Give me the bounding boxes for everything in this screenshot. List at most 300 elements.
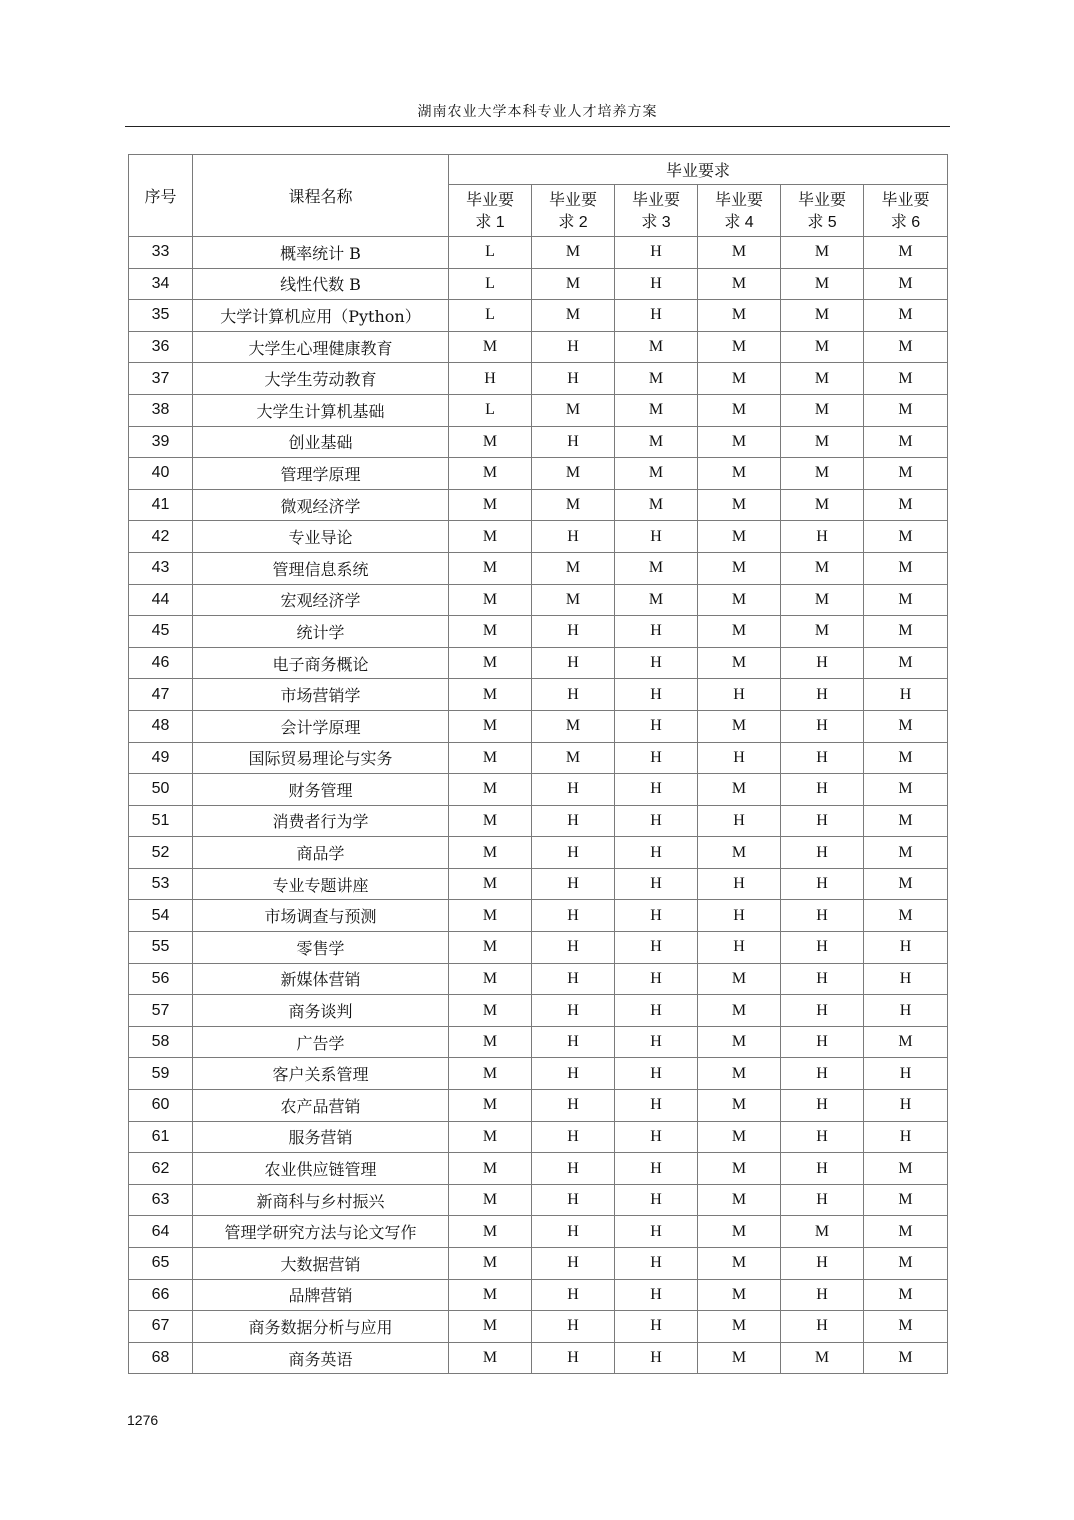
course-name: 线性代数 B	[193, 268, 449, 300]
table-row	[129, 1184, 948, 1216]
row-number: 46	[129, 647, 193, 679]
requirement-level-4: H	[698, 805, 781, 837]
requirement-level-3: H	[615, 1342, 698, 1374]
row-number: 39	[129, 426, 193, 458]
page-header	[125, 102, 950, 127]
requirement-level-3: M	[615, 426, 698, 458]
requirement-level-5: H	[781, 1058, 864, 1090]
requirement-level-3: H	[615, 300, 698, 332]
requirement-level-6: M	[864, 1216, 948, 1248]
course-name: 宏观经济学	[193, 584, 449, 616]
row-number: 41	[129, 489, 193, 521]
requirement-level-1: M	[449, 647, 532, 679]
requirement-level-4: M	[698, 1090, 781, 1122]
requirement-header-line2: 求 6	[890, 213, 921, 231]
requirement-level-4: M	[698, 300, 781, 332]
requirement-level-5: M	[781, 552, 864, 584]
requirement-level-3: H	[615, 647, 698, 679]
requirement-level-2: H	[532, 1311, 615, 1343]
row-number: 60	[129, 1090, 193, 1122]
requirement-level-2: H	[532, 1184, 615, 1216]
requirement-level-6: M	[864, 1026, 948, 1058]
requirement-level-2: M	[532, 268, 615, 300]
requirement-level-2: M	[532, 552, 615, 584]
requirement-level-2: H	[532, 805, 615, 837]
course-name: 农产品营销	[193, 1090, 449, 1122]
table-row	[129, 616, 948, 648]
table-row	[129, 932, 948, 964]
table-row	[129, 710, 948, 742]
requirement-header-line1: 毕业要	[631, 189, 680, 209]
row-number: 48	[129, 710, 193, 742]
requirement-level-6: M	[864, 774, 948, 806]
requirement-level-6: M	[864, 521, 948, 553]
requirement-level-5: H	[781, 837, 864, 869]
row-number: 59	[129, 1058, 193, 1090]
requirement-level-6: M	[864, 805, 948, 837]
table-row	[129, 1311, 948, 1343]
requirement-level-4: M	[698, 458, 781, 490]
requirement-level-4: M	[698, 1184, 781, 1216]
row-number: 57	[129, 995, 193, 1027]
requirement-level-5: H	[781, 1279, 864, 1311]
row-number: 62	[129, 1153, 193, 1185]
table-row	[129, 995, 948, 1027]
course-name: 消费者行为学	[193, 805, 449, 837]
course-name: 专业专题讲座	[193, 868, 449, 900]
requirement-level-1: M	[449, 521, 532, 553]
requirement-level-4: H	[698, 679, 781, 711]
column-header-requirement-5	[781, 185, 864, 237]
requirement-level-1: L	[449, 300, 532, 332]
table-row	[129, 963, 948, 995]
requirement-level-6: M	[864, 647, 948, 679]
requirement-level-5: H	[781, 900, 864, 932]
row-number: 35	[129, 300, 193, 332]
table-row	[129, 1026, 948, 1058]
course-name: 管理信息系统	[193, 552, 449, 584]
requirement-level-1: M	[449, 742, 532, 774]
requirement-header-line2: 求 3	[641, 213, 671, 231]
row-number: 56	[129, 963, 193, 995]
requirement-level-5: H	[781, 1026, 864, 1058]
requirement-level-2: H	[532, 1090, 615, 1122]
requirement-level-5: M	[781, 616, 864, 648]
requirement-level-5: M	[781, 237, 864, 269]
course-name: 新媒体营销	[193, 963, 449, 995]
requirement-level-6: M	[864, 394, 948, 426]
course-name: 国际贸易理论与实务	[193, 742, 449, 774]
requirement-level-1: M	[449, 995, 532, 1027]
table-row	[129, 774, 948, 806]
table-row	[129, 584, 948, 616]
requirement-level-4: H	[698, 900, 781, 932]
requirement-level-2: H	[532, 932, 615, 964]
table-row	[129, 1090, 948, 1122]
requirement-level-1: M	[449, 710, 532, 742]
requirement-level-3: M	[615, 394, 698, 426]
requirement-level-3: H	[615, 1153, 698, 1185]
course-name: 市场调查与预测	[193, 900, 449, 932]
requirement-header-line2: 求 5	[807, 213, 837, 231]
course-name: 大学计算机应用（Python）	[193, 300, 449, 332]
requirement-level-4: M	[698, 837, 781, 869]
course-name: 专业导论	[193, 521, 449, 553]
course-name: 农业供应链管理	[193, 1153, 449, 1185]
requirement-level-6: M	[864, 710, 948, 742]
column-header-requirement-2	[532, 185, 615, 237]
requirement-level-4: H	[698, 868, 781, 900]
requirement-level-6: H	[864, 995, 948, 1027]
requirement-level-1: M	[449, 1279, 532, 1311]
requirement-level-4: M	[698, 1121, 781, 1153]
requirement-level-1: L	[449, 237, 532, 269]
requirement-level-2: H	[532, 868, 615, 900]
requirement-level-4: M	[698, 1058, 781, 1090]
requirement-level-2: H	[532, 1153, 615, 1185]
requirement-level-4: M	[698, 552, 781, 584]
row-number: 64	[129, 1216, 193, 1248]
requirement-level-3: H	[615, 237, 698, 269]
requirement-level-3: H	[615, 805, 698, 837]
requirement-level-1: M	[449, 932, 532, 964]
requirement-level-3: H	[615, 1058, 698, 1090]
requirement-level-5: M	[781, 1342, 864, 1374]
requirement-level-4: M	[698, 268, 781, 300]
requirement-level-5: H	[781, 1121, 864, 1153]
course-name: 商务谈判	[193, 995, 449, 1027]
requirement-level-2: H	[532, 521, 615, 553]
requirement-level-2: H	[532, 363, 615, 395]
requirement-level-3: H	[615, 742, 698, 774]
requirement-level-1: M	[449, 1058, 532, 1090]
requirement-level-1: M	[449, 774, 532, 806]
table-row	[129, 394, 948, 426]
requirement-level-3: H	[615, 1026, 698, 1058]
requirement-level-4: H	[698, 742, 781, 774]
requirement-header-line2: 求 1	[475, 213, 505, 231]
requirement-level-5: M	[781, 458, 864, 490]
requirement-header-line1: 毕业要	[797, 189, 846, 209]
requirement-level-1: M	[449, 584, 532, 616]
course-name: 会计学原理	[193, 710, 449, 742]
requirement-level-3: H	[615, 521, 698, 553]
requirement-level-5: H	[781, 647, 864, 679]
requirement-level-1: L	[449, 394, 532, 426]
column-header-course: 课程名称	[193, 155, 449, 237]
requirement-level-2: M	[532, 584, 615, 616]
requirement-level-6: M	[864, 237, 948, 269]
course-name: 大学生计算机基础	[193, 394, 449, 426]
course-name: 微观经济学	[193, 489, 449, 521]
course-name: 大学生心理健康教育	[193, 331, 449, 363]
requirement-level-3: H	[615, 900, 698, 932]
course-name: 品牌营销	[193, 1279, 449, 1311]
requirement-level-2: H	[532, 900, 615, 932]
requirement-level-6: M	[864, 837, 948, 869]
course-name: 新商科与乡村振兴	[193, 1184, 449, 1216]
course-name: 管理学研究方法与论文写作	[193, 1216, 449, 1248]
row-number: 40	[129, 458, 193, 490]
row-number: 52	[129, 837, 193, 869]
requirement-level-1: M	[449, 616, 532, 648]
requirement-level-6: M	[864, 584, 948, 616]
row-number: 67	[129, 1311, 193, 1343]
requirement-level-1: M	[449, 1121, 532, 1153]
course-name: 电子商务概论	[193, 647, 449, 679]
row-number: 55	[129, 932, 193, 964]
row-number: 43	[129, 552, 193, 584]
table-row	[129, 1058, 948, 1090]
requirement-level-3: M	[615, 552, 698, 584]
requirement-level-4: M	[698, 1153, 781, 1185]
requirement-level-2: M	[532, 489, 615, 521]
requirement-level-3: H	[615, 268, 698, 300]
requirement-level-4: M	[698, 394, 781, 426]
table-row	[129, 426, 948, 458]
requirement-level-5: M	[781, 489, 864, 521]
row-number: 65	[129, 1248, 193, 1280]
course-requirement-matrix	[128, 154, 948, 1374]
requirement-level-5: H	[781, 805, 864, 837]
table-row	[129, 868, 948, 900]
requirement-level-2: H	[532, 679, 615, 711]
requirement-level-1: M	[449, 1026, 532, 1058]
requirement-level-4: M	[698, 521, 781, 553]
requirement-level-5: H	[781, 868, 864, 900]
requirement-level-4: H	[698, 932, 781, 964]
requirement-level-3: H	[615, 1121, 698, 1153]
requirement-level-6: M	[864, 1184, 948, 1216]
requirement-level-1: M	[449, 963, 532, 995]
requirement-header-line1: 毕业要	[548, 189, 597, 209]
requirement-header-line1: 毕业要	[465, 189, 514, 209]
requirement-level-3: H	[615, 868, 698, 900]
table-row	[129, 805, 948, 837]
requirement-level-6: M	[864, 331, 948, 363]
requirement-level-2: H	[532, 616, 615, 648]
course-name: 客户关系管理	[193, 1058, 449, 1090]
requirement-header-line2: 求 2	[558, 213, 588, 231]
course-name: 商品学	[193, 837, 449, 869]
requirement-level-6: H	[864, 963, 948, 995]
requirement-level-2: M	[532, 300, 615, 332]
requirement-level-1: M	[449, 900, 532, 932]
requirement-level-3: M	[615, 489, 698, 521]
requirement-level-5: H	[781, 710, 864, 742]
requirement-level-2: M	[532, 742, 615, 774]
column-header-requirement-6	[864, 185, 948, 237]
requirement-level-6: M	[864, 616, 948, 648]
row-number: 44	[129, 584, 193, 616]
requirement-level-5: H	[781, 1311, 864, 1343]
requirement-level-5: M	[781, 363, 864, 395]
requirement-level-2: H	[532, 774, 615, 806]
requirement-level-4: M	[698, 995, 781, 1027]
table-row	[129, 521, 948, 553]
requirement-level-5: H	[781, 1090, 864, 1122]
requirement-level-2: M	[532, 237, 615, 269]
requirement-level-3: H	[615, 837, 698, 869]
requirement-level-1: H	[449, 363, 532, 395]
course-name: 概率统计 B	[193, 237, 449, 269]
requirement-level-1: M	[449, 426, 532, 458]
course-name: 财务管理	[193, 774, 449, 806]
requirement-level-6: M	[864, 552, 948, 584]
requirement-level-3: H	[615, 963, 698, 995]
requirement-level-2: H	[532, 1121, 615, 1153]
requirement-level-5: H	[781, 1184, 864, 1216]
requirement-level-2: M	[532, 394, 615, 426]
course-name: 大数据营销	[193, 1248, 449, 1280]
requirement-level-3: H	[615, 932, 698, 964]
requirement-level-4: M	[698, 363, 781, 395]
requirement-level-6: M	[864, 868, 948, 900]
table-row	[129, 837, 948, 869]
row-number: 58	[129, 1026, 193, 1058]
column-header-requirement-3	[615, 185, 698, 237]
requirement-level-6: M	[864, 1153, 948, 1185]
table-row	[129, 1153, 948, 1185]
row-number: 50	[129, 774, 193, 806]
requirement-level-1: M	[449, 1342, 532, 1374]
requirement-level-3: H	[615, 616, 698, 648]
requirement-level-6: H	[864, 932, 948, 964]
requirement-level-3: H	[615, 1279, 698, 1311]
requirement-level-2: H	[532, 647, 615, 679]
column-header-requirement-1	[449, 185, 532, 237]
requirement-level-4: M	[698, 426, 781, 458]
table-body	[129, 237, 948, 1374]
requirement-level-1: M	[449, 552, 532, 584]
requirement-level-5: M	[781, 426, 864, 458]
requirement-level-3: H	[615, 679, 698, 711]
document-title: 湖南农业大学本科专业人才培养方案	[417, 104, 658, 120]
requirement-header-line1: 毕业要	[881, 189, 930, 209]
requirement-level-1: L	[449, 268, 532, 300]
requirement-level-2: H	[532, 1058, 615, 1090]
requirement-level-2: H	[532, 1279, 615, 1311]
table-row	[129, 1248, 948, 1280]
requirement-level-5: H	[781, 679, 864, 711]
requirement-level-4: M	[698, 331, 781, 363]
table-row	[129, 1342, 948, 1374]
row-number: 42	[129, 521, 193, 553]
requirement-level-6: H	[864, 1121, 948, 1153]
requirement-level-5: M	[781, 1216, 864, 1248]
requirement-level-6: M	[864, 900, 948, 932]
requirement-level-3: H	[615, 1184, 698, 1216]
row-number: 61	[129, 1121, 193, 1153]
row-number: 49	[129, 742, 193, 774]
requirement-level-4: M	[698, 489, 781, 521]
requirement-level-5: H	[781, 932, 864, 964]
requirement-level-2: M	[532, 710, 615, 742]
table-row	[129, 900, 948, 932]
requirement-level-4: M	[698, 774, 781, 806]
requirement-level-5: H	[781, 742, 864, 774]
requirement-level-4: M	[698, 1026, 781, 1058]
requirement-level-1: M	[449, 458, 532, 490]
table-row	[129, 300, 948, 332]
requirement-level-2: H	[532, 1342, 615, 1374]
requirement-level-1: M	[449, 1216, 532, 1248]
row-number: 47	[129, 679, 193, 711]
requirement-level-5: H	[781, 521, 864, 553]
requirement-level-6: M	[864, 742, 948, 774]
table-row	[129, 1216, 948, 1248]
requirement-level-3: H	[615, 995, 698, 1027]
requirement-level-1: M	[449, 489, 532, 521]
table-row	[129, 268, 948, 300]
requirement-level-5: H	[781, 1248, 864, 1280]
table-row	[129, 742, 948, 774]
course-name: 广告学	[193, 1026, 449, 1058]
requirement-level-3: H	[615, 1248, 698, 1280]
table-row	[129, 647, 948, 679]
requirement-level-6: M	[864, 300, 948, 332]
table-row	[129, 237, 948, 269]
requirement-level-4: M	[698, 1216, 781, 1248]
requirement-level-1: M	[449, 1311, 532, 1343]
table-row	[129, 458, 948, 490]
requirement-level-2: H	[532, 426, 615, 458]
course-name: 市场营销学	[193, 679, 449, 711]
requirement-level-4: M	[698, 1342, 781, 1374]
course-name: 创业基础	[193, 426, 449, 458]
requirement-level-6: M	[864, 1311, 948, 1343]
requirement-level-2: H	[532, 837, 615, 869]
requirement-level-2: H	[532, 963, 615, 995]
requirement-level-5: H	[781, 995, 864, 1027]
column-group-header-requirements: 毕业要求	[449, 155, 948, 185]
table-row	[129, 363, 948, 395]
requirement-level-2: M	[532, 458, 615, 490]
requirement-level-2: H	[532, 331, 615, 363]
column-header-requirement-4	[698, 185, 781, 237]
requirement-level-1: M	[449, 837, 532, 869]
requirement-level-5: M	[781, 394, 864, 426]
requirement-level-4: M	[698, 1279, 781, 1311]
requirement-level-1: M	[449, 331, 532, 363]
requirement-level-3: H	[615, 1090, 698, 1122]
row-number: 63	[129, 1184, 193, 1216]
requirement-level-1: M	[449, 805, 532, 837]
column-header-no: 序号	[129, 155, 193, 237]
table-row	[129, 489, 948, 521]
table-row	[129, 1121, 948, 1153]
row-number: 36	[129, 331, 193, 363]
table-row	[129, 1279, 948, 1311]
requirement-level-6: M	[864, 363, 948, 395]
requirement-level-3: M	[615, 584, 698, 616]
row-number: 51	[129, 805, 193, 837]
requirement-level-6: H	[864, 1090, 948, 1122]
requirement-level-5: M	[781, 300, 864, 332]
row-number: 53	[129, 868, 193, 900]
requirement-level-1: M	[449, 1090, 532, 1122]
page-number: 1276	[127, 1412, 159, 1428]
requirement-header-line1: 毕业要	[714, 189, 763, 209]
requirement-level-5: H	[781, 774, 864, 806]
requirement-level-2: H	[532, 995, 615, 1027]
requirement-level-4: M	[698, 1311, 781, 1343]
requirement-level-6: M	[864, 458, 948, 490]
row-number: 68	[129, 1342, 193, 1374]
course-name: 商务英语	[193, 1342, 449, 1374]
requirement-level-4: M	[698, 647, 781, 679]
requirement-level-4: M	[698, 584, 781, 616]
